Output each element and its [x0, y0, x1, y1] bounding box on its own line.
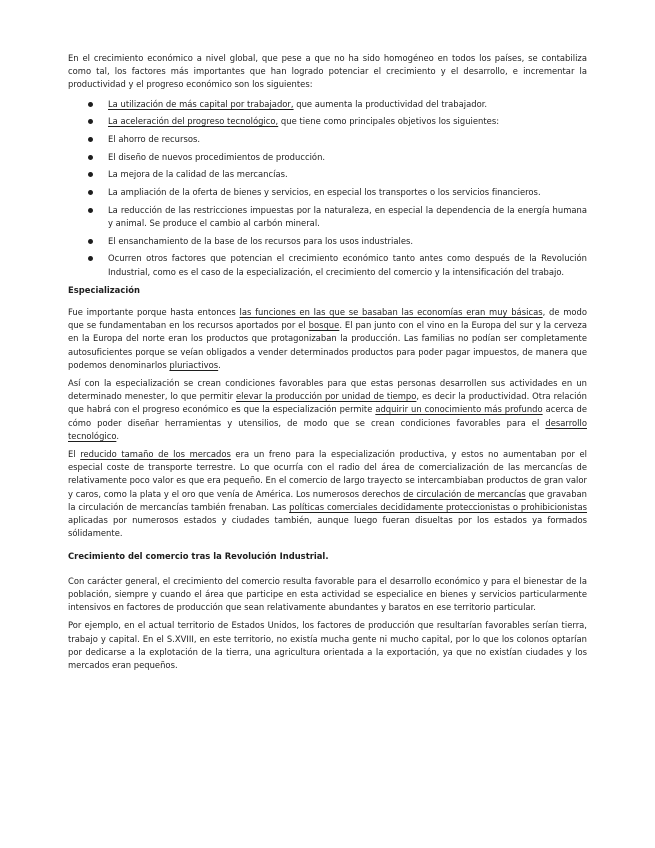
list-item: La aceleración del progreso tecnológico, que tiene como principales objetivos los siguientes: [68, 115, 587, 128]
bullet-icon [88, 102, 93, 107]
paragraph-especializacion-1: Fue importante porque hasta entonces las funciones en las que se basaban las economías eran muy básicas, de modo que se fundamentaban en los recursos aportados por el bosque. El pan junto con el vino en la Europa del sur y la cerveza en la Europa del norte eran los productos que protagonizaban la producción. Las familias no podían ser completamente autosuficientes porque se veían obligados a vender determinados productos para poder pagar impuestos, de manera que podemos denominarlos pluriactivos. [68, 307, 587, 370]
link-elevar-produccion[interactable]: elevar la producción por unidad de tiempo [235, 391, 417, 402]
link-desarrollo-tecnologico[interactable]: desarrollo tecnológico [68, 417, 587, 441]
link-pluriactivos[interactable]: pluriactivos [169, 359, 219, 370]
list-item: El ahorro de recursos. [68, 133, 587, 146]
list-item: Ocurren otros factores que potencian el crecimiento económico tanto antes como después de la Revolución Industrial, como es el caso de la especialización, el crecimiento del comercio y la intensificación del trabajo. [68, 252, 587, 278]
factors-list [68, 98, 587, 279]
section-heading-comercio: Crecimiento del comercio tras la Revolución Industrial. [68, 550, 329, 561]
link-circulacion[interactable]: de circulación de mercancías [403, 488, 526, 499]
paragraph-comercio-1: Con carácter general, el crecimiento del comercio resulta favorable para el desarrollo económico y para el bienestar de la población, siempre y cuando el área que participe en esta actividad se especialice en bienes y servicios particularmente intensivos en factores de producción que sean relativamente abundantes y baratos en ese territorio particular. [68, 575, 587, 613]
link-capital[interactable]: La utilización de más capital por trabajador, [108, 98, 294, 109]
list-item: La ampliación de la oferta de bienes y servicios, en especial los transportes o los servicios financieros. [68, 186, 587, 199]
list-item: La mejora de la calidad de las mercancías. [68, 168, 587, 181]
bullet-icon [88, 256, 93, 261]
link-tamano-mercados[interactable]: reducido tamaño de los mercados [80, 449, 231, 460]
list-item: El diseño de nuevos procedimientos de producción. [68, 151, 587, 164]
section-heading-especializacion: Especialización [68, 284, 140, 295]
bullet-icon [88, 239, 93, 244]
list-item: El ensanchamiento de la base de los recursos para los usos industriales. [68, 235, 587, 248]
link-politicas[interactable]: políticas comerciales decididamente proteccionistas o prohibicionistas [289, 501, 588, 512]
list-item: La utilización de más capital por trabajador, que aumenta la productividad del trabajador. [68, 98, 587, 111]
link-bosque[interactable]: bosque [308, 320, 340, 331]
document-page [68, 52, 587, 677]
bullet-icon [88, 208, 93, 213]
paragraph-especializacion-3: El reducido tamaño de los mercados era un freno para la especialización productiva, y estos no aumentaban por el especial coste de transporte terrestre. Lo que ocurría con el radio del área de comercialización de las mercancías de relativamente poco valor es que era pequeño. En el comercio de largo trayecto se intercambiaban productos de gran valor y caros, como la plata y el oro que venía de América. Los numerosos derechos de circulación de mercancías que gravaban la circulación de mercancías también frenaban. Las políticas comerciales decididamente proteccionistas o prohibicionistas aplicadas por numerosos estados y ciudades también, aunque luego fueran disueltas por los estados ya formados sólidamente. [68, 449, 588, 539]
bullet-icon [88, 155, 93, 160]
bullet-icon [88, 119, 93, 124]
list-item: La reducción de las restricciones impuestas por la naturaleza, en especial la dependencia de la energía humana y animal. Se produce el cambio al carbón mineral. [68, 204, 587, 230]
bullet-icon [88, 172, 93, 177]
link-funciones[interactable]: las funciones en las que se basaban las economías eran muy básicas [239, 307, 543, 318]
link-conocimiento[interactable]: adquirir un conocimiento más profundo [375, 404, 543, 415]
bullet-icon [88, 190, 93, 195]
paragraph-comercio-2: Por ejemplo, en el actual territorio de Estados Unidos, los factores de producción que resultarían favorables serían tierra, trabajo y capital. En el S.XVIII, en este territorio, no existía mucha gente ni mucho capital, por lo que los colonos optarían por dedicarse a la explotación de la tierra, una agricultura orientada a la exportación, ya que no existían ciudades y los mercados eran pequeños. [68, 620, 587, 670]
link-progreso[interactable]: La aceleración del progreso tecnológico, [108, 116, 279, 127]
intro-paragraph: En el crecimiento económico a nivel global, que pese a que no ha sido homogéneo en todos los países, se contabiliza como tal, los factores más importantes que han logrado potenciar el crecimiento y el desarrollo, e incrementar la productividad y el progreso económico son los siguientes: [68, 53, 587, 90]
bullet-icon [88, 137, 93, 142]
paragraph-especializacion-2: Así con la especialización se crean condiciones favorables para que estas personas desarrollen sus actividades en un determinado menester, lo que permitir elevar la producción por unidad de tiempo, es decir la productividad. Otra relación que habrá con el progreso económico es que la especialización permite adquirir un conocimiento más profundo acerca de cómo poder diseñar herramientas y utensilios, de modo que se crean condiciones favorables para el desarrollo tecnológico. [68, 378, 587, 441]
